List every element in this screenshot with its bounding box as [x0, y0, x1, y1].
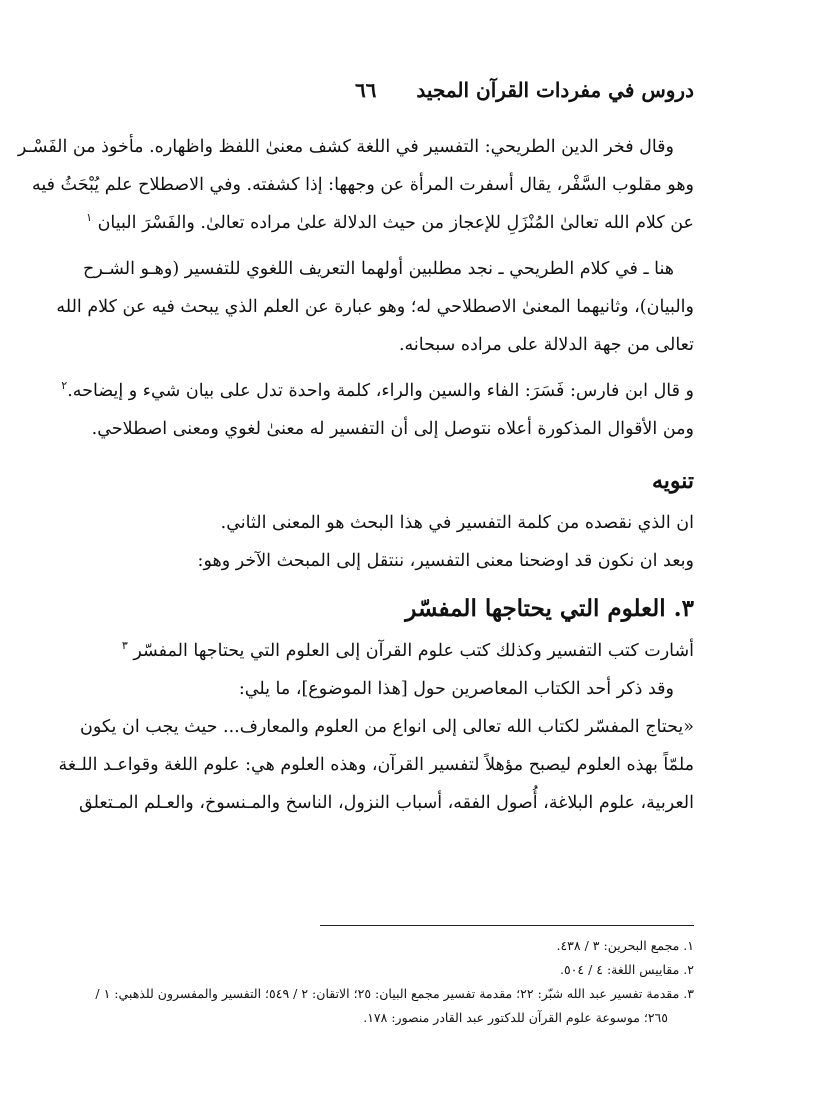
footnote-ref: ٢ [61, 379, 68, 393]
text-line: وبعد ان نكون قد اوضحنا معنى التفسير، ننتقل إلى المبحث الآخر وهو: [197, 551, 694, 571]
book-title: دروس في مفردات القرآن المجيد [416, 78, 694, 102]
text-line: وقد ذكر أحد الكتاب المعاصرين حول [هذا الموضوع]، ما يلي: [238, 679, 674, 699]
footnotes [95, 934, 694, 1030]
text-line: «يحتاج المفسّر لكتاب الله تعالى إلى انواع من العلوم والمعارف... حيث يجب ان يكون [80, 717, 694, 737]
footnote-ref: ٣ [121, 639, 128, 653]
footnote: ٣. مقدمة تفسير عبد الله شبّر: ٢٢؛ مقدمة تفسير مجمع البيان: ٢٥؛ الاتقان: ٢ / ٥٤٩؛ التفسير والمفسرون للذهبي: ١ / [95, 986, 694, 1001]
text-line: العربية، علوم البلاغة، أُصول الفقه، أسباب النزول، الناسخ والمـنسوخ، والعـلم المـتعلق [78, 793, 694, 813]
section-heading: ٣. العلوم التي يحتاجها المفسّر [405, 595, 694, 622]
text-line: ومن الأقوال المذكورة أعلاه نتوصل إلى أن التفسير له معنىٰ لغوي ومعنى اصطلاحي. [91, 419, 694, 439]
footnote: ٢٦٥؛ موسوعة علوم القرآن للدكتور عبد القادر منصور: ١٧٨. [363, 1010, 668, 1025]
page-number: ٦٦ [354, 78, 377, 102]
text-line [100, 632, 694, 670]
footnote: ١. مجمع البحرين: ٣ / ٤٣٨. [556, 938, 694, 953]
text-line: والبيان)، وثانيهما المعنىٰ الاصطلاحي له؛ وهو عبارة عن العلم الذي يبحث فيه عن كلام الله [56, 297, 694, 317]
footnote-ref: ١ [86, 211, 92, 225]
text-line: تعالى من جهة الدلالة على مراده سبحانه. [398, 335, 694, 355]
footnote: ٢. مقاييس اللغة: ٤ / ٥٠٤. [559, 962, 694, 977]
text-line: وهو مقلوب السَّفْر، يقال أسفرت المرأة عن وجهها: إذا كشفته. وفي الاصطلاح علم يُبْحَثُ فيه [31, 175, 694, 195]
section-heading: تنويه [651, 468, 694, 494]
text-line: ان الذي نقصده من كلمة التفسير في هذا البحث هو المعنى الثاني. [220, 513, 694, 533]
text-line: ملمّاً بهذه العلوم ليصبح مؤهلاً لتفسير القرآن، وهذه العلوم هي: علوم اللغة وقواعـد اللـغة [58, 755, 694, 775]
text-line: وقال فخر الدين الطريحي: التفسير في اللغة كشف معنىٰ اللفظ واظهاره. مأخوذ من الفَسْـر [17, 137, 674, 157]
text-span: و قال ابن فارس: فَسَرَ: الفاء والسين والراء، كلمة واحدة تدل على بيان شيء و إيضاحه. [67, 381, 694, 401]
running-header [100, 70, 694, 110]
main-text [17, 128, 694, 822]
text-span: أشارت كتب التفسير وكذلك كتب علوم القرآن إلى العلوم التي يحتاجها المفسّر [133, 641, 694, 661]
text-line: هنا ـ في كلام الطريحي ـ نجد مطلبين أولهما التعريف اللغوي للتفسير (وهـو الشـرح [83, 259, 674, 279]
footnote-divider [320, 925, 694, 926]
text-span: عن كلام الله تعالىٰ المُنْزَلِ للإعجاز من حيث الدلالة علىٰ مراده تعالىٰ. والفَسْرَ البيان [97, 213, 694, 233]
text-line [61, 372, 694, 410]
text-line [86, 204, 694, 242]
